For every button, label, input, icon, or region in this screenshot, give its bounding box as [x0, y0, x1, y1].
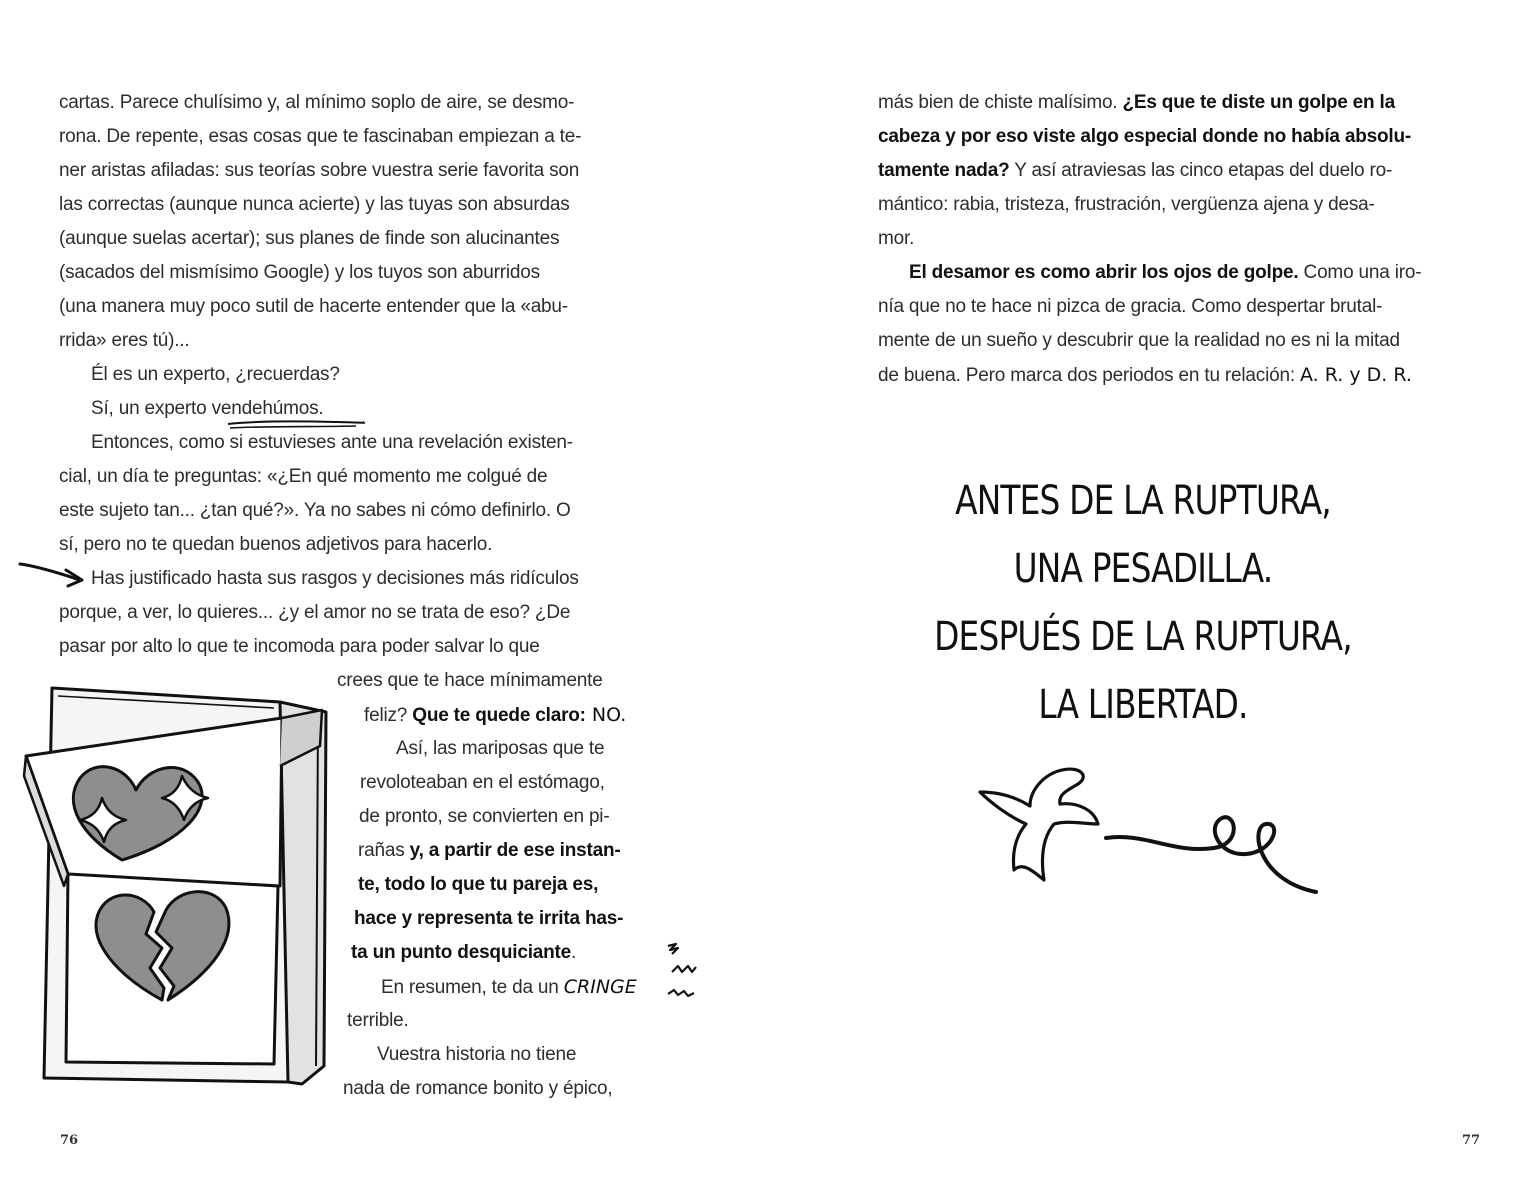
text-line: Has justificado hasta sus rasgos y decisiones más ridículos — [91, 568, 579, 589]
text-line: rona. De repente, esas cosas que te fascinaban empiezan a te- — [59, 126, 582, 147]
text-line: Vuestra historia no tiene — [377, 1044, 577, 1065]
text-line: las correctas (aunque nunca acierte) y las tuyas son absurdas — [59, 194, 570, 215]
text-line: mor. — [878, 228, 915, 249]
text-line: rañas y, a partir de ese instan- — [358, 840, 621, 861]
text-line: Así, las mariposas que te — [396, 738, 605, 759]
text-line: El desamor es como abrir los ojos de golpe. Como una iro- — [909, 262, 1422, 283]
page-number: 76 — [60, 1133, 79, 1148]
text-line: crees que te hace mínimamente — [337, 670, 603, 691]
text-line: de pronto, se convierten en pi- — [359, 806, 610, 827]
text-line: Él es un experto, ¿recuerdas? — [91, 364, 340, 385]
handwritten-no: NO. — [585, 704, 627, 726]
page-number: 77 — [1462, 1133, 1481, 1148]
text-line: de buena. Pero marca dos periodos en tu relación: A. R. y D. R. — [878, 364, 1412, 386]
text-line: (aunque suelas acertar); sus planes de finde son alucinantes — [59, 228, 560, 249]
right-page — [760, 0, 1526, 1189]
left-page — [0, 0, 760, 1189]
text-line: cial, un día te preguntas: «¿En qué momento me colgué de — [59, 466, 548, 487]
arrow-doodle — [18, 558, 88, 588]
text-line: más bien de chiste malísimo. ¿Es que te diste un golpe en la — [878, 92, 1395, 113]
text-line: Entonces, como si estuvieses ante una revelación existen- — [91, 432, 573, 453]
text-line: nada de romance bonito y épico, — [343, 1078, 613, 1099]
text-line: cartas. Parece chulísimo y, al mínimo soplo de aire, se desmo- — [59, 92, 575, 113]
text-line: (una manera muy poco sutil de hacerte entender que la «abu- — [59, 296, 568, 317]
quote-line: UNA PESADILLA. — [1013, 546, 1273, 592]
quote-line: DESPUÉS DE LA RUPTURA, — [934, 614, 1352, 660]
text-line: hace y representa te irrita has- — [354, 908, 624, 929]
text-line: sí, pero no te quedan buenos adjetivos para hacerlo. — [59, 534, 493, 555]
text-line: mántico: rabia, tristeza, frustración, vergüenza ajena y desa- — [878, 194, 1375, 215]
text-line: cabeza y por eso viste algo especial donde no había absolu- — [878, 126, 1412, 147]
text-line: te, todo lo que tu pareja es, — [358, 874, 599, 895]
text-line: feliz? Que te quede claro: NO. — [364, 704, 627, 726]
underline-doodle — [226, 418, 366, 432]
quote-line: LA LIBERTAD. — [1038, 682, 1248, 728]
text-line: Sí, un experto vendehúmos. — [91, 398, 324, 419]
text-line: tamente nada? Y así atraviesas las cinco etapas del duelo ro- — [878, 160, 1393, 181]
text-line: rrida» eres tú)... — [59, 330, 190, 351]
handwritten-cringe: CRINGE — [563, 976, 637, 998]
text-line: mente de un sueño y descubrir que la realidad no es ni la mitad — [878, 330, 1400, 351]
text-line: nía que no te hace ni pizca de gracia. Como despertar brutal- — [878, 296, 1383, 317]
matchbox-hearts-illustration — [22, 686, 352, 1106]
text-line: ner aristas afiladas: sus teorías sobre vuestra serie favorita son — [59, 160, 580, 181]
text-line: En resumen, te da un CRINGE — [381, 976, 637, 998]
text-line: revoloteaban en el estómago, — [360, 772, 605, 793]
text-line: pasar por alto lo que te incomoda para poder salvar lo que — [59, 636, 540, 657]
bird-doodle — [974, 762, 1354, 902]
squiggle-doodle — [662, 942, 702, 1008]
text-line: porque, a ver, lo quieres... ¿y el amor no se trata de eso? ¿De — [59, 602, 571, 623]
text-line: ta un punto desquiciante. — [351, 942, 577, 963]
text-line: este sujeto tan... ¿tan qué?». Ya no sabes ni cómo definirlo. O — [59, 500, 571, 521]
handwritten-abbrev: A. R. y D. R. — [1300, 364, 1412, 386]
text-line: terrible. — [347, 1010, 409, 1031]
text-line: (sacados del mismísimo Google) y los tuyos son aburridos — [59, 262, 540, 283]
quote-line: ANTES DE LA RUPTURA, — [955, 478, 1331, 524]
